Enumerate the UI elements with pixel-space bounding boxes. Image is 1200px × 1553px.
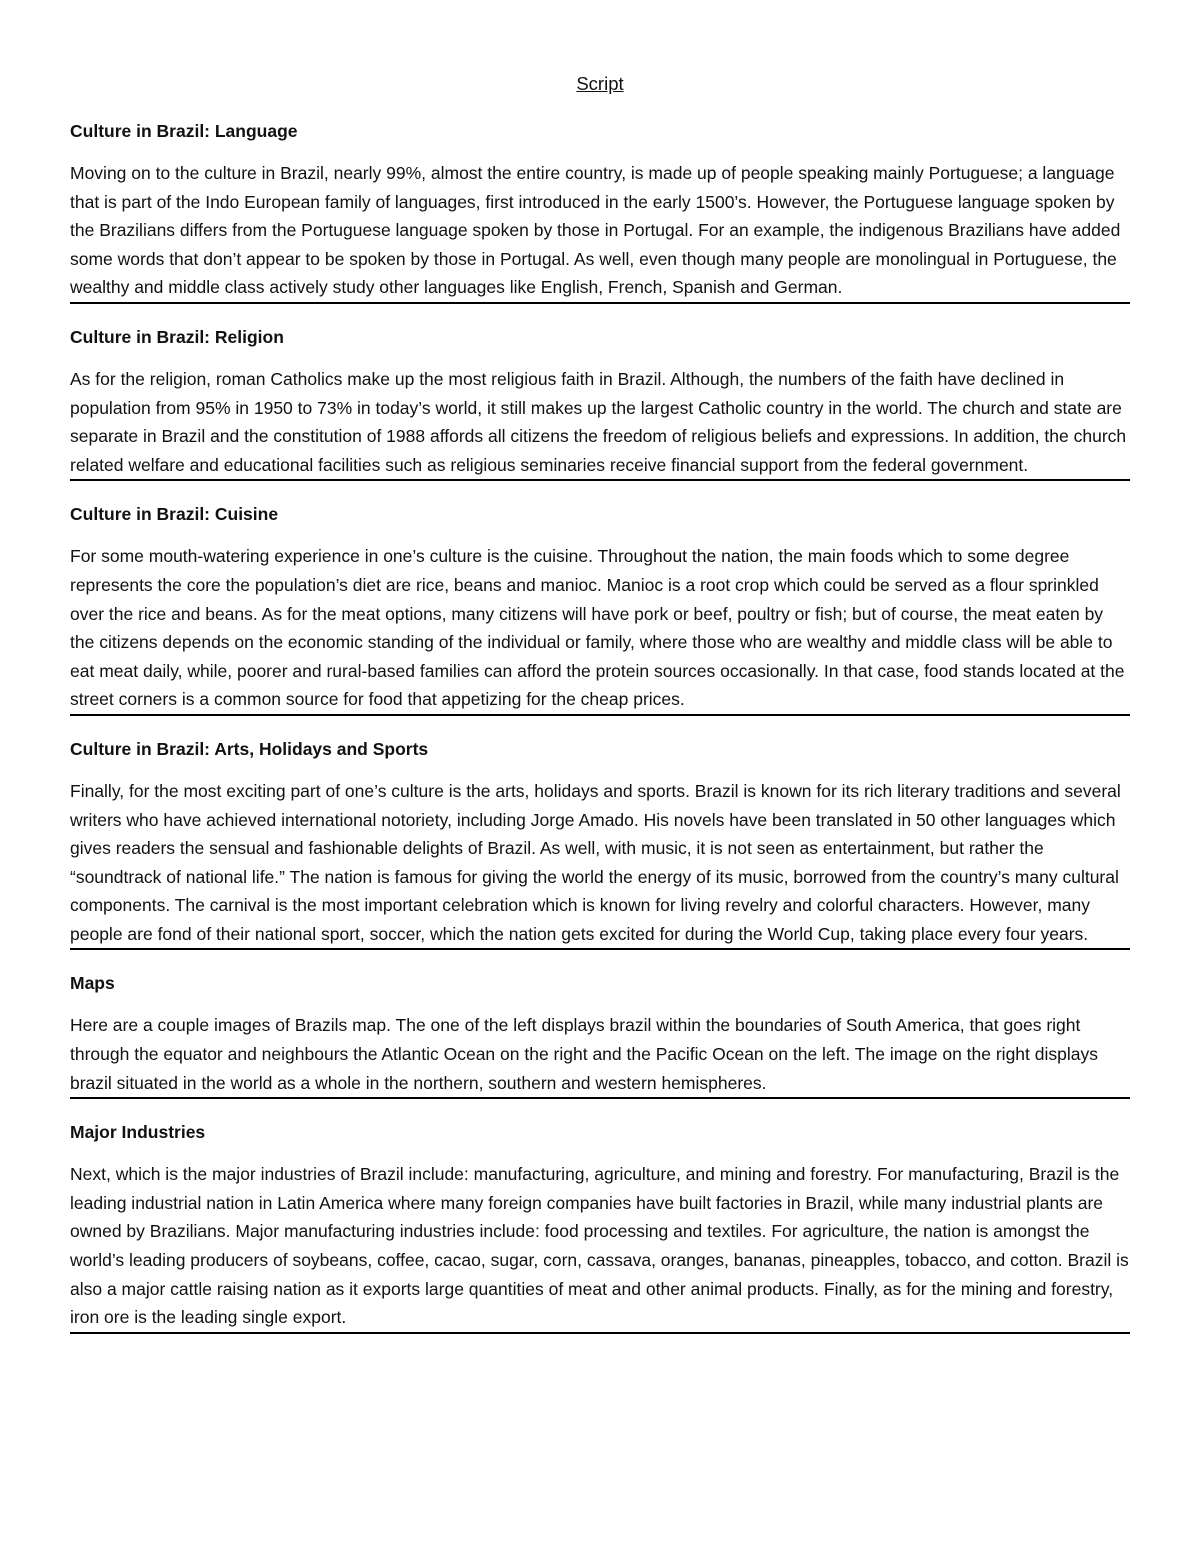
section-major-industries bbox=[70, 1119, 1130, 1334]
section-body: For some mouth-watering experience in one’s culture is the cuisine. Throughout the nation, the main foods which to some degree represents the core the population’s diet are rice, beans and manioc. Manioc is a root crop which could be served as a flour sprinkled over the rice and beans. As for the meat options, many citizens will have pork or beef, poultry or fish; but of course, the meat eaten by the citizens depends on the economic standing of the individual or family, where those who are wealthy and middle class will be able to eat meat daily, while, poorer and rural-based families can afford the protein sources occasionally. In that case, food stands located at the street corners is a common source for food that appetizing for the cheap prices. bbox=[70, 546, 1125, 710]
section-heading: Culture in Brazil: Cuisine bbox=[70, 504, 279, 525]
section-arts-holidays-sports bbox=[70, 736, 1130, 951]
section-body: As for the religion, roman Catholics make up the most religious faith in Brazil. Although, the numbers of the faith have declined in population from 95% in 1950 to 73% in today’s world, it still makes up the largest Catholic country in the world. The church and state are separate in Brazil and the constitution of 1988 affords all citizens the freedom of religious beliefs and expressions. In addition, the church related welfare and educational facilities such as religious seminaries receive financial support from the federal government. bbox=[70, 368, 1127, 475]
section-body: Here are a couple images of Brazils map. The one of the left displays brazil within the boundaries of South America, that goes right through the equator and neighbours the Atlantic Ocean on the right and the Pacific Ocean on the left. The image on the right displays brazil situated in the world as a whole in the northern, southern and western hemispheres. bbox=[70, 1015, 1098, 1093]
section-heading: Maps bbox=[70, 973, 115, 994]
section-heading: Culture in Brazil: Language bbox=[70, 121, 298, 141]
section-maps bbox=[70, 970, 1130, 1099]
section-heading: Major Industries bbox=[70, 1122, 206, 1143]
section-body: Next, which is the major industries of Brazil include: manufacturing, agriculture, and mining and forestry. For manufacturing, Brazil is the leading industrial nation in Latin America where many foreign companies have built factories in Brazil, while many industrial plants are owned by Brazilians. Major manufacturing industries include: food processing and textiles. For agriculture, the nation is amongst the world’s leading producers of soybeans, coffee, cacao, sugar, corn, cassava, oranges, bananas, pineapples, tobacco, and cotton. Brazil is also a major cattle raising nation as it exports large quantities of meat and other animal products. Finally, as for the mining and forestry, iron ore is the leading single export. bbox=[70, 1164, 1129, 1328]
section-heading: Culture in Brazil: Arts, Holidays and Sports bbox=[70, 738, 429, 759]
document-title: Script bbox=[576, 73, 624, 94]
document-page bbox=[70, 70, 1130, 1354]
section-religion bbox=[70, 324, 1130, 481]
section-heading: Culture in Brazil: Religion bbox=[70, 326, 284, 347]
section-body: Moving on to the culture in Brazil, nearly 99%, almost the entire country, is made up of people speaking mainly Portuguese; a language that is part of the Indo European family of languages, first introduced in the early 1500’s. However, the Portuguese language spoken by the Brazilians differs from the Portuguese language spoken by those in Portugal. For an example, the indigenous Brazilians have added some words that don’t appear to be spoken by those in Portugal. As well, even though many people are monolingual in Portuguese, the wealthy and middle class actively study other languages like English, French, Spanish and German. bbox=[70, 163, 1121, 298]
section-language bbox=[70, 118, 1130, 304]
section-body: Finally, for the most exciting part of one’s culture is the arts, holidays and sports. Brazil is known for its rich literary traditions and several writers who have achieved international notoriety, including Jorge Amado. His novels have been translated in 50 other languages which gives readers the sensual and fashionable delights of Brazil. As well, with music, it is not seen as entertainment, but rather the “soundtrack of national life.” The nation is famous for giving the world the energy of its music, borrowed from the country’s many cultural components. The carnival is the most important celebration which is known for living revelry and colorful characters. However, many people are fond of their national sport, soccer, which the nation gets excited for during the World Cup, taking place every four years. bbox=[70, 780, 1121, 944]
section-cuisine bbox=[70, 501, 1130, 716]
